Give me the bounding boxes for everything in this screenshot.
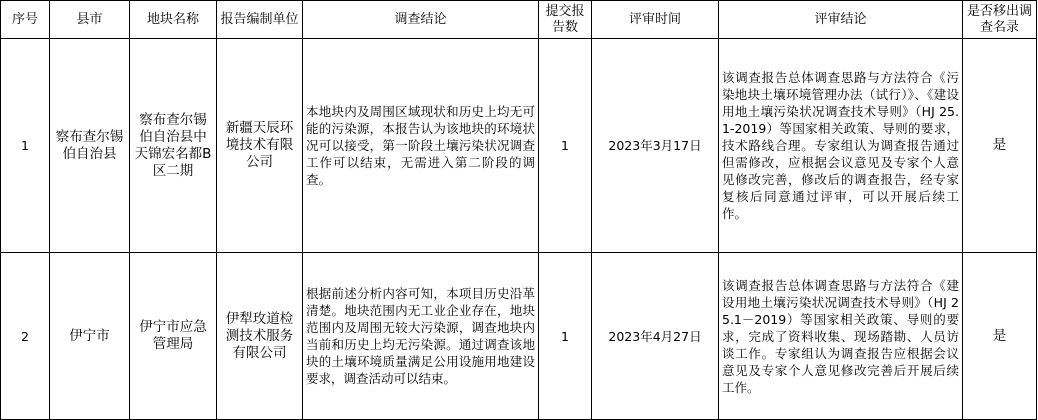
cell-no: 2: [1, 253, 50, 420]
cell-unit: 新疆天辰环境技术有限公司: [217, 39, 303, 253]
cell-count: 1: [539, 253, 592, 420]
header-count: 提交报告数: [539, 1, 592, 39]
table-row: [1, 253, 1037, 420]
cell-removed: 是: [963, 39, 1037, 253]
header-plot: 地块名称: [130, 1, 217, 39]
cell-plot: 察布查尔锡伯自治县中天锦宏名都B区二期: [130, 39, 217, 253]
header-date: 评审时间: [592, 1, 719, 39]
cell-count: 1: [539, 39, 592, 253]
header-conclusion: 调查结论: [303, 1, 539, 39]
cell-county: 察布查尔锡伯自治县: [50, 39, 130, 253]
header-unit: 报告编制单位: [217, 1, 303, 39]
header-row: [1, 1, 1037, 39]
cell-no: 1: [1, 39, 50, 253]
cell-unit: 伊犁玫道检测技术服务有限公司: [217, 253, 303, 420]
cell-removed: 是: [963, 253, 1037, 420]
table-row: [1, 39, 1037, 253]
header-removed: 是否移出调查名录: [963, 1, 1037, 39]
header-review: 评审结论: [719, 1, 963, 39]
cell-date: 2023年3月17日: [592, 39, 719, 253]
cell-date: 2023年4月27日: [592, 253, 719, 420]
cell-plot: 伊宁市应急管理局: [130, 253, 217, 420]
header-county: 县市: [50, 1, 130, 39]
cell-conclusion: 本地块内及周围区域现状和历史上均无可能的污染源，本报告认为该地块的环境状况可以接受，第一阶段土壤污染状况调查工作可以结束，无需进入第二阶段的调查。: [303, 39, 539, 253]
cell-conclusion: 根据前述分析内容可知，本项目历史沿革清楚。地块范围内无工业企业存在，地块范围内及周围无较大污染源，调查地块内当前和历史上均无污染源。通过调查该地块的土壤环境质量满足公用设施用地建设要求，调查活动可以结束。: [303, 253, 539, 420]
cell-review: 该调查报告总体调查思路与方法符合《建设用地土壤污染状况调查技术导则》（HJ 25.1－2019）等国家相关政策、导则的要求，完成了资料收集、现场踏勘、人员访谈工作。专家组认为调查报告应根据会议意见及专家个人意见修改完善后开展后续工作。: [719, 253, 963, 420]
cell-review: 该调查报告总体调查思路与方法符合《污染地块土壤环境管理办法（试行）》、《建设用地土壤污染状况调查技术导则》（HJ 25.1-2019）等国家相关政策、导则的要求，技术路线合理。专家组认为调查报告通过但需修改，应根据会议意见及专家个人意见修改完善，修改后的调查报告，经专家复核后同意通过评审，可以开展后续工作。: [719, 39, 963, 253]
header-no: 序号: [1, 1, 50, 39]
cell-county: 伊宁市: [50, 253, 130, 420]
